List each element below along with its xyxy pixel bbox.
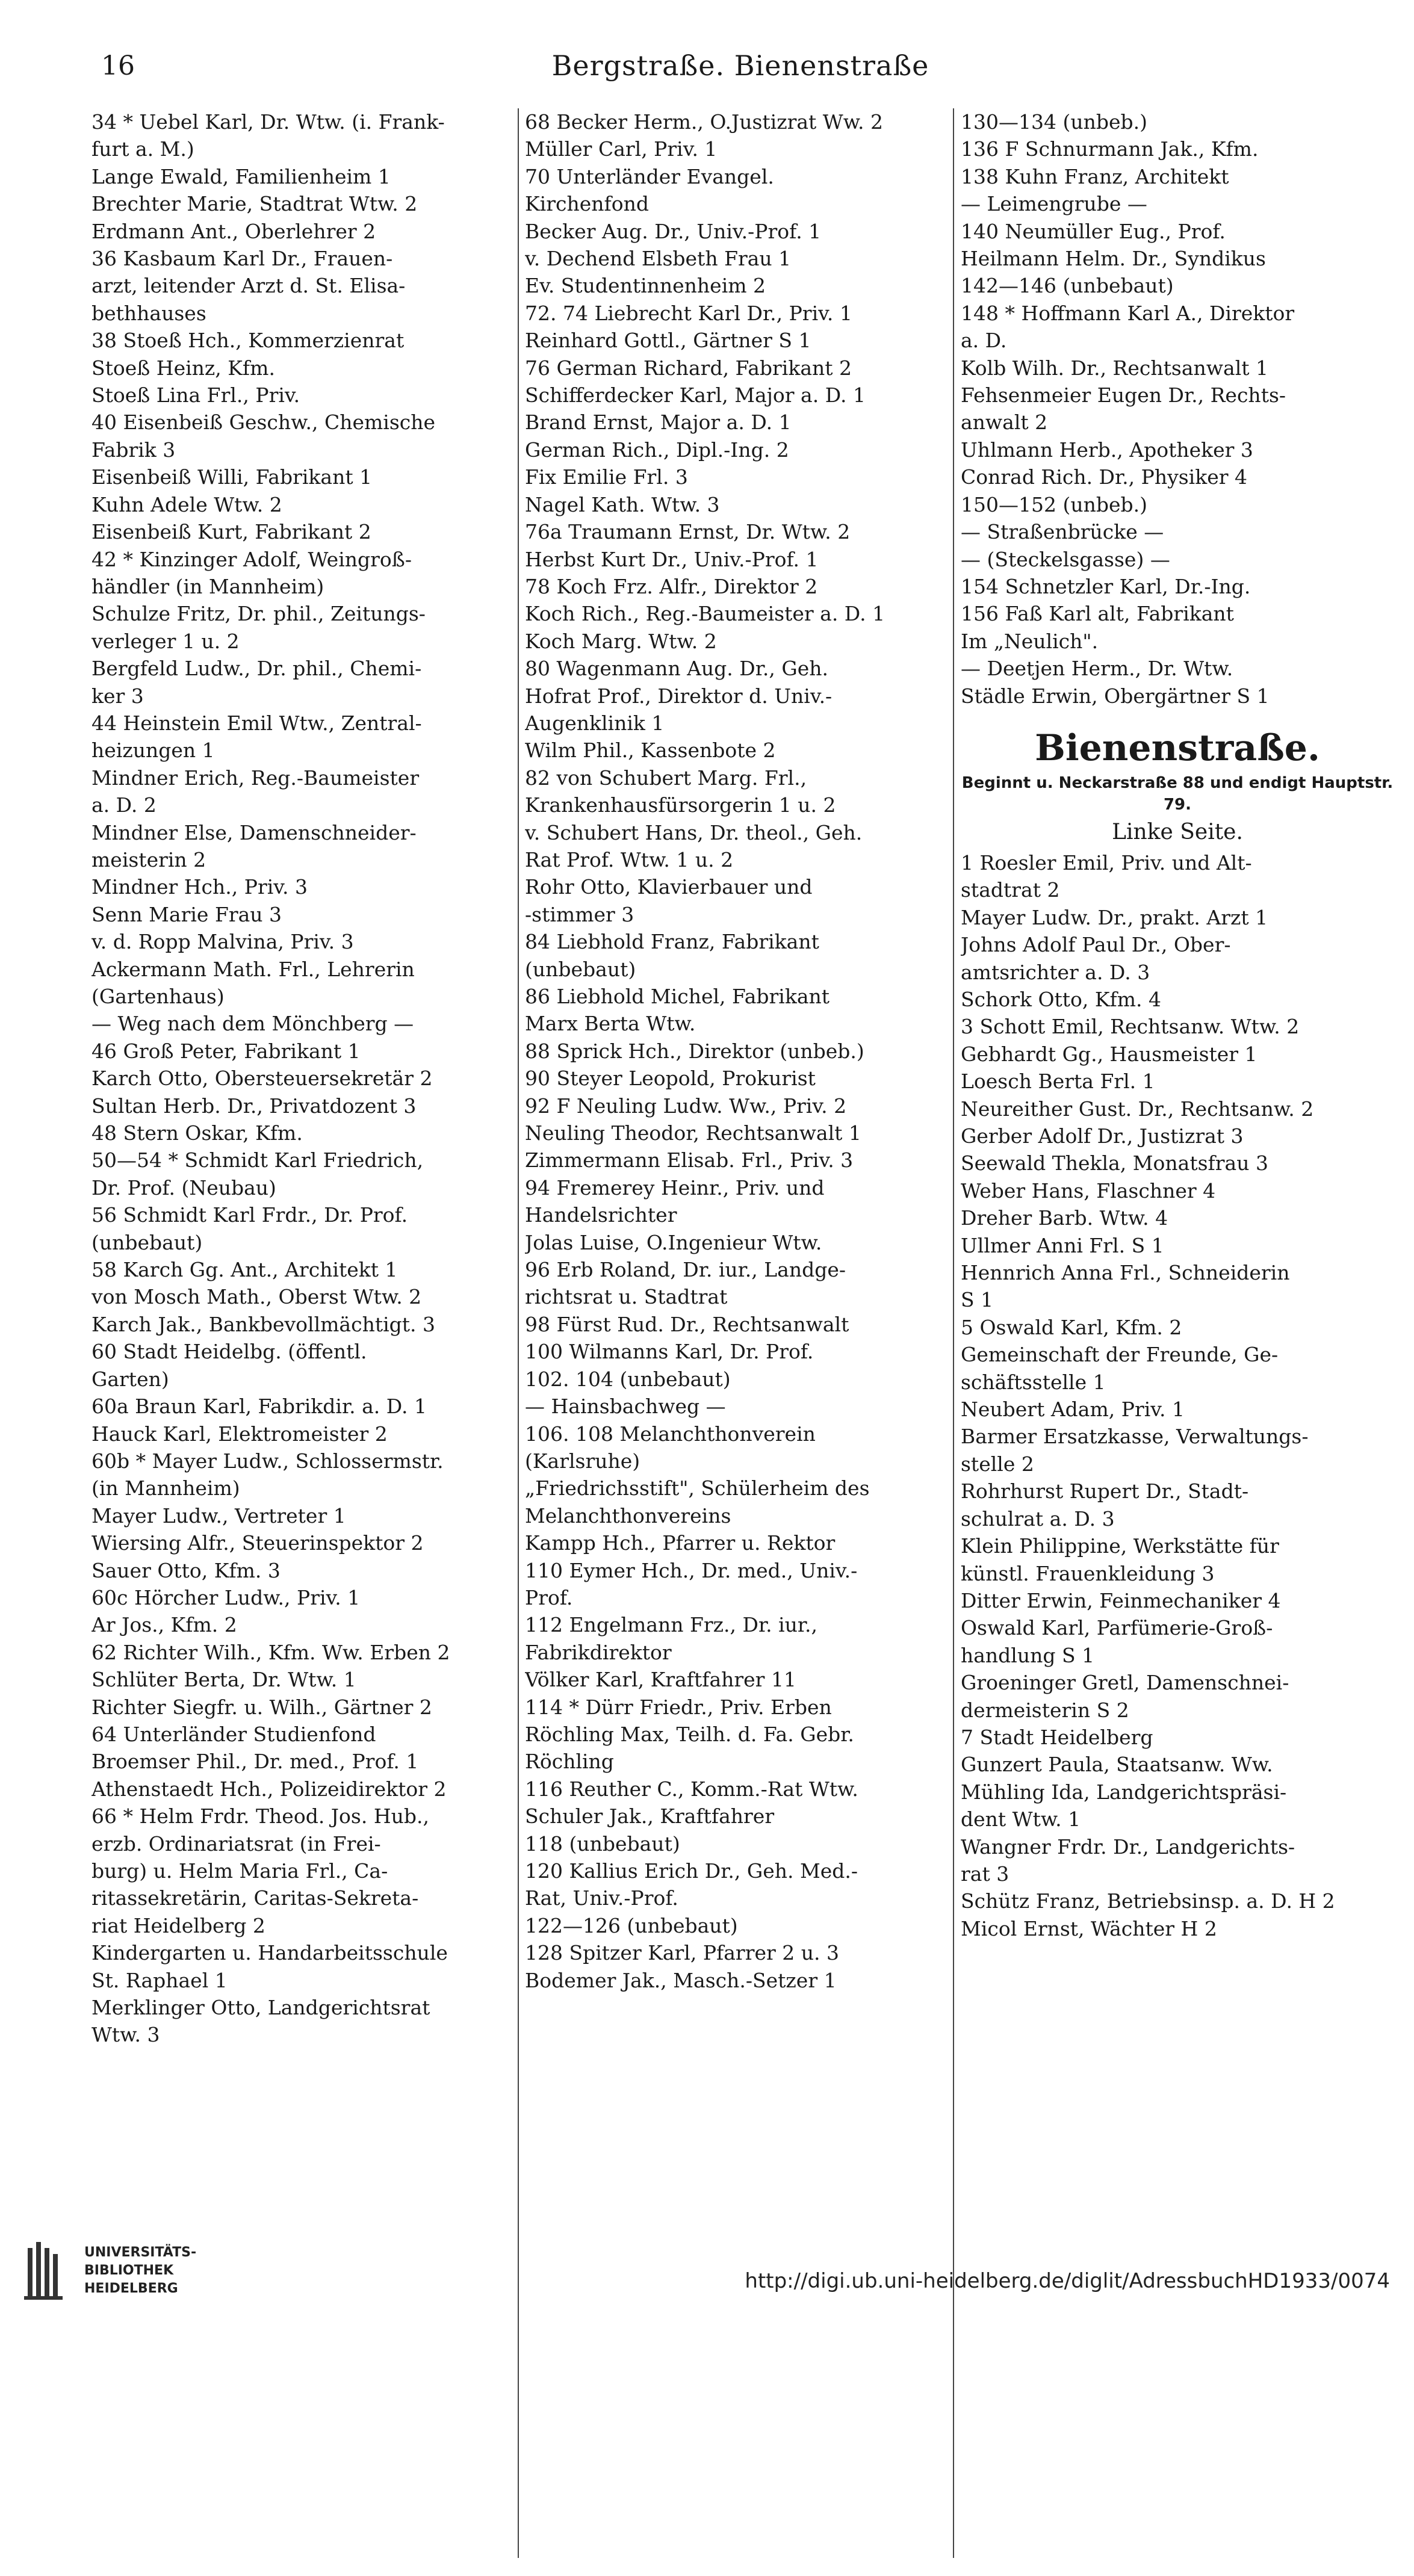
- list-item: Herbst Kurt Dr., Univ.-Prof. 1: [525, 547, 819, 571]
- list-item: Mindner Erich, Reg.-Baumeister: [91, 766, 420, 790]
- list-item: Müller Carl, Priv. 1: [525, 137, 718, 161]
- list-item: Wilm Phil., Kassenbote 2: [525, 738, 776, 763]
- list-item: Mindner Hch., Priv. 3: [91, 875, 308, 899]
- list-item: — Hainsbachweg —: [525, 1395, 726, 1419]
- column-divider: [518, 108, 519, 2558]
- list-item: Wangner Frdr. Dr., Landgerichts-: [961, 1834, 1295, 1859]
- list-item: Schulze Fritz, Dr. phil., Zeitungs-: [91, 602, 426, 626]
- list-item: 7 Stadt Heidelberg: [961, 1725, 1153, 1749]
- list-item: Becker Aug. Dr., Univ.-Prof. 1: [525, 219, 822, 243]
- list-item: Schork Otto, Kfm. 4: [961, 987, 1162, 1011]
- list-item: Zimmermann Elisab. Frl., Priv. 3: [525, 1148, 854, 1172]
- list-item: German Rich., Dipl.-Ing. 2: [525, 438, 789, 462]
- library-name-line: BIBLIOTHEK: [84, 2263, 174, 2278]
- list-item: heizungen 1: [91, 738, 215, 763]
- list-item: 128 Spitzer Karl, Pfarrer 2 u. 3: [525, 1941, 839, 1965]
- list-item: Mayer Ludw. Dr., prakt. Arzt 1: [961, 905, 1268, 929]
- list-item: Ullmer Anni Frl. S 1: [961, 1233, 1164, 1257]
- list-item: v. Dechend Elsbeth Frau 1: [525, 247, 792, 271]
- list-item: Schütz Franz, Betriebsinsp. a. D. H 2: [961, 1889, 1335, 1913]
- list-item: St. Raphael 1: [91, 1968, 228, 1992]
- list-item: Wiersing Alfr., Steuerinspektor 2: [91, 1531, 424, 1555]
- list-item: Conrad Rich. Dr., Physiker 4: [961, 465, 1248, 489]
- list-item: Gebhardt Gg., Hausmeister 1: [961, 1042, 1257, 1066]
- list-item: 92 F Neuling Ludw. Ww., Priv. 2: [525, 1094, 847, 1118]
- list-item: Garten): [91, 1367, 169, 1391]
- list-item: 60a Braun Karl, Fabrikdir. a. D. 1: [91, 1395, 427, 1419]
- list-item: 156 Faß Karl alt, Fabrikant: [961, 602, 1234, 626]
- list-item: 110 Eymer Hch., Dr. med., Univ.-: [525, 1558, 858, 1582]
- list-item: Ackermann Math. Frl., Lehrerin: [91, 957, 415, 981]
- list-item: 34 * Uebel Karl, Dr. Wtw. (i. Frank-: [91, 110, 445, 134]
- list-item: 148 * Hoffmann Karl A., Direktor: [961, 301, 1295, 325]
- list-item: 5 Oswald Karl, Kfm. 2: [961, 1315, 1182, 1339]
- list-item: 118 (unbebaut): [525, 1831, 680, 1856]
- list-item: Röchling: [525, 1750, 614, 1774]
- list-item: meisterin 2: [91, 847, 206, 872]
- list-item: händler (in Mannheim): [91, 574, 324, 598]
- list-item: Kuhn Adele Wtw. 2: [91, 492, 282, 516]
- list-item: 82 von Schubert Marg. Frl.,: [525, 766, 807, 790]
- list-item: Karch Otto, Obersteuersekretär 2: [91, 1067, 433, 1091]
- list-item: schäftsstelle 1: [961, 1370, 1106, 1394]
- list-item: 56 Schmidt Karl Frdr., Dr. Prof.: [91, 1203, 408, 1227]
- list-item: 38 Stoeß Hch., Kommerzienrat: [91, 329, 405, 353]
- list-item: — Leimengrube —: [961, 192, 1147, 216]
- list-item: Bodemer Jak., Masch.-Setzer 1: [525, 1968, 837, 1992]
- list-item: 100 Wilmanns Karl, Dr. Prof.: [525, 1340, 814, 1364]
- list-item: Rat, Univ.-Prof.: [525, 1886, 678, 1910]
- list-item: Dr. Prof. (Neubau): [91, 1175, 276, 1200]
- list-item: Heilmann Helm. Dr., Syndikus: [961, 247, 1266, 271]
- list-item: 88 Sprick Hch., Direktor (unbeb.): [525, 1039, 864, 1063]
- section-subtitle: Beginnt u. Neckarstraße 88 und endigt Hauptstr. 79.: [961, 773, 1394, 814]
- list-item: Rohr Otto, Klavierbauer und: [525, 875, 813, 899]
- list-item: — (Steckelsgasse) —: [961, 547, 1170, 571]
- list-item: 44 Heinstein Emil Wtw., Zentral-: [91, 711, 422, 735]
- list-item: Loesch Berta Frl. 1: [961, 1070, 1155, 1094]
- list-item: Brechter Marie, Stadtrat Wtw. 2: [91, 192, 418, 216]
- list-item: Broemser Phil., Dr. med., Prof. 1: [91, 1750, 419, 1774]
- list-item: handlung S 1: [961, 1643, 1095, 1667]
- list-item: — Deetjen Herm., Dr. Wtw.: [961, 657, 1233, 681]
- list-item: 96 Erb Roland, Dr. iur., Landge-: [525, 1258, 846, 1282]
- list-item: Erdmann Ant., Oberlehrer 2: [91, 219, 376, 243]
- list-item: Barmer Ersatzkasse, Verwaltungs-: [961, 1425, 1309, 1449]
- list-item: 150—152 (unbeb.): [961, 492, 1147, 516]
- list-item: Eisenbeiß Kurt, Fabrikant 2: [91, 520, 371, 544]
- library-logo-icon: [22, 2236, 70, 2302]
- list-item: Mühling Ida, Landgerichtspräsi-: [961, 1780, 1287, 1804]
- list-item: Koch Marg. Wtw. 2: [525, 629, 717, 653]
- list-item: Fehsenmeier Eugen Dr., Rechts-: [961, 383, 1286, 407]
- page-number: 16: [101, 51, 135, 81]
- list-item: ker 3: [91, 684, 144, 708]
- library-name-line: HEIDELBERG: [84, 2281, 178, 2296]
- list-item: 48 Stern Oskar, Kfm.: [91, 1121, 303, 1145]
- list-item: 60b * Mayer Ludw., Schlossermstr.: [91, 1449, 444, 1473]
- list-item: 58 Karch Gg. Ant., Architekt 1: [91, 1258, 398, 1282]
- page-header: [96, 43, 1385, 91]
- list-item: anwalt 2: [961, 410, 1048, 435]
- entry-list: [961, 108, 1394, 710]
- list-item: 80 Wagenmann Aug. Dr., Geh.: [525, 657, 828, 681]
- list-item: verleger 1 u. 2: [91, 629, 240, 653]
- list-item: a. D. 2: [91, 793, 157, 817]
- list-item: Karch Jak., Bankbevollmächtigt. 3: [91, 1312, 436, 1336]
- list-item: Mindner Else, Damenschneider-: [91, 820, 417, 844]
- list-item: v. Schubert Hans, Dr. theol., Geh.: [525, 820, 863, 844]
- list-item: 116 Reuther C., Komm.-Rat Wtw.: [525, 1777, 858, 1801]
- list-item: 40 Eisenbeiß Geschw., Chemische: [91, 410, 436, 435]
- list-item: „Friedrichsstift", Schülerheim des: [525, 1476, 870, 1500]
- list-item: 68 Becker Herm., O.Justizrat Ww. 2: [525, 110, 884, 134]
- list-item: Gerber Adolf Dr., Justizrat 3: [961, 1124, 1244, 1148]
- list-item: Mayer Ludw., Vertreter 1: [91, 1503, 346, 1528]
- list-item: Krankenhausfürsorgerin 1 u. 2: [525, 793, 836, 817]
- list-item: Groeninger Gretl, Damenschnei-: [961, 1671, 1289, 1695]
- list-item: (Gartenhaus): [91, 985, 225, 1008]
- list-item: richtsrat u. Stadtrat: [525, 1285, 728, 1309]
- list-item: Merklinger Otto, Landgerichtsrat: [91, 1996, 430, 2020]
- list-item: Sultan Herb. Dr., Privatdozent 3: [91, 1094, 417, 1118]
- list-item: stadtrat 2: [961, 878, 1060, 902]
- list-item: (Karlsruhe): [525, 1449, 640, 1473]
- list-item: 114 * Dürr Friedr., Priv. Erben: [525, 1695, 832, 1719]
- list-item: Stoeß Lina Frl., Priv.: [91, 383, 300, 407]
- list-item: Oswald Karl, Parfümerie-Groß-: [961, 1616, 1273, 1640]
- list-item: Rohrhurst Rupert Dr., Stadt-: [961, 1479, 1249, 1503]
- list-item: 76 German Richard, Fabrikant 2: [525, 356, 852, 380]
- list-item: 94 Fremerey Heinr., Priv. und: [525, 1175, 825, 1200]
- list-item: dent Wtw. 1: [961, 1807, 1081, 1831]
- source-url[interactable]: http://digi.ub.uni-heidelberg.de/diglit/AdressbuchHD1933/0074: [745, 2269, 1390, 2293]
- list-item: 120 Kallius Erich Dr., Geh. Med.-: [525, 1859, 858, 1883]
- list-item: Athenstaedt Hch., Polizeidirektor 2: [91, 1777, 447, 1801]
- list-item: Schlüter Berta, Dr. Wtw. 1: [91, 1668, 356, 1692]
- list-item: Völker Karl, Kraftfahrer 11: [525, 1668, 796, 1692]
- list-item: 76a Traumann Ernst, Dr. Wtw. 2: [525, 520, 851, 544]
- column-middle: [525, 108, 946, 2576]
- list-item: 84 Liebhold Franz, Fabrikant: [525, 930, 819, 954]
- list-item: Reinhard Gottl., Gärtner S 1: [525, 329, 811, 353]
- list-item: Ditter Erwin, Feinmechaniker 4: [961, 1588, 1281, 1612]
- list-item: Richter Siegfr. u. Wilh., Gärtner 2: [91, 1695, 432, 1719]
- list-item: Bergfeld Ludw., Dr. phil., Chemi-: [91, 657, 422, 681]
- list-item: Hauck Karl, Elektromeister 2: [91, 1422, 388, 1446]
- list-item: v. d. Ropp Malvina, Priv. 3: [91, 930, 354, 954]
- list-item: Gemeinschaft der Freunde, Ge-: [961, 1343, 1279, 1367]
- list-item: 3 Schott Emil, Rechtsanw. Wtw. 2: [961, 1015, 1300, 1039]
- list-item: Klein Philippine, Werkstätte für: [961, 1534, 1279, 1558]
- list-item: von Mosch Math., Oberst Wtw. 2: [91, 1285, 422, 1309]
- list-item: Eisenbeiß Willi, Fabrikant 1: [91, 465, 373, 489]
- list-item: (unbebaut): [525, 957, 636, 981]
- list-item: Sauer Otto, Kfm. 3: [91, 1558, 281, 1582]
- list-item: 72. 74 Liebrecht Karl Dr., Priv. 1: [525, 301, 852, 325]
- list-item: amtsrichter a. D. 3: [961, 960, 1150, 984]
- list-item: Röchling Max, Teilh. d. Fa. Gebr.: [525, 1722, 854, 1746]
- list-item: Städle Erwin, Obergärtner S 1: [961, 684, 1270, 708]
- list-item: 42 * Kinzinger Adolf, Weingroß-: [91, 547, 412, 571]
- column-divider: [953, 108, 954, 2558]
- list-item: Johns Adolf Paul Dr., Ober-: [961, 933, 1231, 957]
- list-item: 106. 108 Melanchthonverein: [525, 1422, 816, 1446]
- list-item: 46 Groß Peter, Fabrikant 1: [91, 1039, 361, 1063]
- list-item: schulrat a. D. 3: [961, 1506, 1115, 1531]
- list-item: 122—126 (unbebaut): [525, 1913, 738, 1937]
- list-item: (in Mannheim): [91, 1476, 240, 1500]
- list-item: Fabrikdirektor: [525, 1640, 672, 1664]
- list-item: 130—134 (unbeb.): [961, 110, 1147, 134]
- list-item: furt a. M.): [91, 137, 194, 161]
- list-item: Hofrat Prof., Direktor d. Univ.-: [525, 684, 833, 708]
- column-left: [91, 108, 513, 2576]
- list-item: 136 F Schnurmann Jak., Kfm.: [961, 137, 1259, 161]
- column-right: [961, 108, 1394, 2576]
- list-item: -stimmer 3: [525, 902, 634, 926]
- list-item: — Straßenbrücke —: [961, 520, 1164, 544]
- list-item: Rat Prof. Wtw. 1 u. 2: [525, 847, 734, 872]
- list-item: 36 Kasbaum Karl Dr., Frauen-: [91, 247, 393, 271]
- list-item: Wtw. 3: [91, 2023, 160, 2047]
- list-item: Schifferdecker Karl, Major a. D. 1: [525, 383, 866, 407]
- list-item: Gunzert Paula, Staatsanw. Ww.: [961, 1753, 1273, 1777]
- list-item: rat 3: [961, 1862, 1009, 1886]
- list-item: Brand Ernst, Major a. D. 1: [525, 410, 792, 435]
- list-item: 138 Kuhn Franz, Architekt: [961, 164, 1229, 188]
- list-item: 90 Steyer Leopold, Prokurist: [525, 1067, 816, 1091]
- list-item: S 1: [961, 1288, 994, 1312]
- list-item: Kindergarten u. Handarbeitsschule: [91, 1941, 448, 1965]
- list-item: Kampp Hch., Pfarrer u. Rektor: [525, 1531, 836, 1555]
- list-item: Seewald Thekla, Monatsfrau 3: [961, 1151, 1268, 1175]
- list-item: — Weg nach dem Mönchberg —: [91, 1012, 414, 1036]
- list-item: 60 Stadt Heidelbg. (öffentl.: [91, 1340, 367, 1364]
- list-item: Schuler Jak., Kraftfahrer: [525, 1804, 775, 1828]
- list-item: Fix Emilie Frl. 3: [525, 465, 688, 489]
- list-item: bethhauses: [91, 301, 206, 325]
- page-title: Bergstraße. Bienenstraße: [551, 49, 929, 82]
- library-name: [84, 2244, 196, 2298]
- list-item: Kirchenfond: [525, 192, 649, 216]
- list-item: Stoeß Heinz, Kfm.: [91, 356, 275, 380]
- list-item: Marx Berta Wtw.: [525, 1012, 696, 1036]
- list-item: Jolas Luise, O.Ingenieur Wtw.: [525, 1230, 822, 1254]
- list-item: 1 Roesler Emil, Priv. und Alt-: [961, 850, 1252, 875]
- list-item: Augenklinik 1: [525, 711, 665, 735]
- list-item: Nagel Kath. Wtw. 3: [525, 492, 720, 516]
- list-item: 86 Liebhold Michel, Fabrikant: [525, 985, 830, 1008]
- list-item: 78 Koch Frz. Alfr., Direktor 2: [525, 574, 818, 598]
- list-item: 70 Unterländer Evangel.: [525, 164, 774, 188]
- list-item: 140 Neumüller Eug., Prof.: [961, 219, 1226, 243]
- list-item: Koch Rich., Reg.-Baumeister a. D. 1: [525, 602, 885, 626]
- library-name-line: UNIVERSITÄTS-: [84, 2245, 197, 2260]
- list-item: Ev. Studentinnenheim 2: [525, 274, 766, 298]
- list-item: a. D.: [961, 329, 1007, 353]
- entry-list: [91, 108, 513, 2049]
- list-item: Kolb Wilh. Dr., Rechtsanwalt 1: [961, 356, 1269, 380]
- list-item: 102. 104 (unbebaut): [525, 1367, 731, 1391]
- list-item: Melanchthonvereins: [525, 1503, 731, 1528]
- list-item: riat Heidelberg 2: [91, 1913, 265, 1937]
- list-item: Weber Hans, Flaschner 4: [961, 1178, 1216, 1203]
- list-item: Ar Jos., Kfm. 2: [91, 1613, 237, 1637]
- entry-list: [525, 108, 946, 1994]
- list-item: Neubert Adam, Priv. 1: [961, 1398, 1185, 1422]
- list-item: 142—146 (unbebaut): [961, 274, 1174, 298]
- section-title: Bienenstraße.: [1035, 726, 1320, 769]
- list-item: 62 Richter Wilh., Kfm. Ww. Erben 2: [91, 1640, 450, 1664]
- list-item: dermeisterin S 2: [961, 1698, 1129, 1722]
- list-item: 98 Fürst Rud. Dr., Rechtsanwalt: [525, 1312, 849, 1336]
- list-item: Fabrik 3: [91, 438, 176, 462]
- list-item: Dreher Barb. Wtw. 4: [961, 1206, 1168, 1230]
- list-item: Senn Marie Frau 3: [91, 902, 282, 926]
- list-item: 50—54 * Schmidt Karl Friedrich,: [91, 1148, 424, 1172]
- list-item: stelle 2: [961, 1452, 1034, 1476]
- list-item: künstl. Frauenkleidung 3: [961, 1561, 1215, 1585]
- list-item: Handelsrichter: [525, 1203, 677, 1227]
- list-item: ritassekretärin, Caritas-Sekreta-: [91, 1886, 419, 1910]
- list-item: arzt, leitender Arzt d. St. Elisa-: [91, 274, 406, 298]
- list-item: Micol Ernst, Wächter H 2: [961, 1916, 1217, 1940]
- list-item: 64 Unterländer Studienfond: [91, 1722, 376, 1746]
- list-item: 60c Hörcher Ludw., Priv. 1: [91, 1585, 361, 1609]
- list-item: Hennrich Anna Frl., Schneiderin: [961, 1261, 1290, 1285]
- list-item: 154 Schnetzler Karl, Dr.-Ing.: [961, 574, 1251, 598]
- list-item: (unbebaut): [91, 1230, 203, 1254]
- list-item: burg) u. Helm Maria Frl., Ca-: [91, 1859, 388, 1883]
- list-item: Prof.: [525, 1585, 573, 1609]
- section-side-label: Linke Seite.: [1112, 819, 1243, 844]
- list-item: Lange Ewald, Familienheim 1: [91, 164, 391, 188]
- list-item: 112 Engelmann Frz., Dr. iur.,: [525, 1613, 818, 1637]
- list-item: Uhlmann Herb., Apotheker 3: [961, 438, 1253, 462]
- entry-list: [961, 849, 1394, 1942]
- list-item: erzb. Ordinariatsrat (in Frei-: [91, 1831, 381, 1856]
- list-item: Im „Neulich".: [961, 629, 1099, 653]
- list-item: Neuling Theodor, Rechtsanwalt 1: [525, 1121, 861, 1145]
- list-item: 66 * Helm Frdr. Theod. Jos. Hub.,: [91, 1804, 429, 1828]
- list-item: Neureither Gust. Dr., Rechtsanw. 2: [961, 1097, 1314, 1121]
